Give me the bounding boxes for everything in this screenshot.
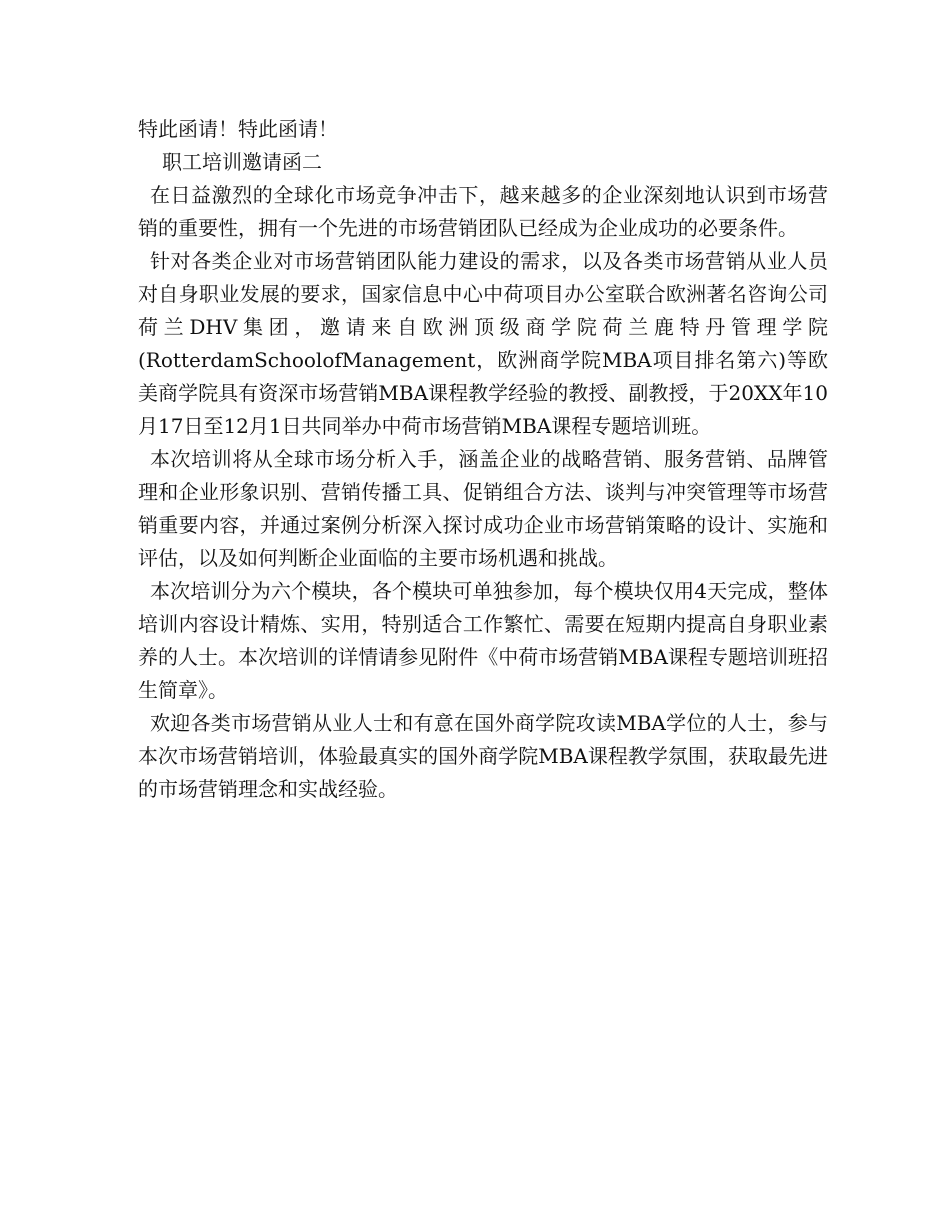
paragraph-2: 针对各类企业对市场营销团队能力建设的需求，以及各类市场营销从业人员对自身职业发展的要求，国家信息中心中荷项目办公室联合欧洲著名咨询公司荷兰DHV集团，邀请来自欧洲顶级商学院荷兰鹿特丹管理学院(RotterdamSchoolofManagement，欧洲商学院MBA项目排名第六)等欧美商学院具有资深市场营销MBA课程教学经验的教授、副教授，于20XX年10月17日至12月1日共同举办中荷市场营销MBA课程专题培训班。 [138, 249, 828, 438]
paragraph-4: 本次培训分为六个模块，各个模块可单独参加，每个模块仅用4天完成，整体培训内容设计精炼、实用，特别适合工作繁忙、需要在短期内提高自身职业素养的人士。本次培训的详情请参见附件《中荷市场营销MBA课程专题培训班招生简章》。 [138, 579, 828, 702]
paragraph-3: 本次培训将从全球市场分析入手，涵盖企业的战略营销、服务营销、品牌管理和企业形象识别、营销传播工具、促销组合方法、谈判与冲突管理等市场营销重要内容，并通过案例分析深入探讨成功企业市场营销策略的设计、实施和评估，以及如何判断企业面临的主要市场机遇和挑战。 [138, 447, 828, 570]
section-title: 职工培训邀请函二 [162, 150, 322, 174]
paragraph-5: 欢迎各类市场营销从业人士和有意在国外商学院攻读MBA学位的人士，参与本次市场营销培训，体验最真实的国外商学院MBA课程教学氛围，获取最先进的市场营销理念和实战经验。 [138, 711, 828, 801]
document-body [138, 113, 828, 806]
paragraph-1: 在日益激烈的全球化市场竞争冲击下，越来越多的企业深刻地认识到市场营销的重要性，拥有一个先进的市场营销团队已经成为企业成功的必要条件。 [138, 183, 828, 240]
closing-line: 特此函请！特此函请！ [138, 117, 338, 141]
